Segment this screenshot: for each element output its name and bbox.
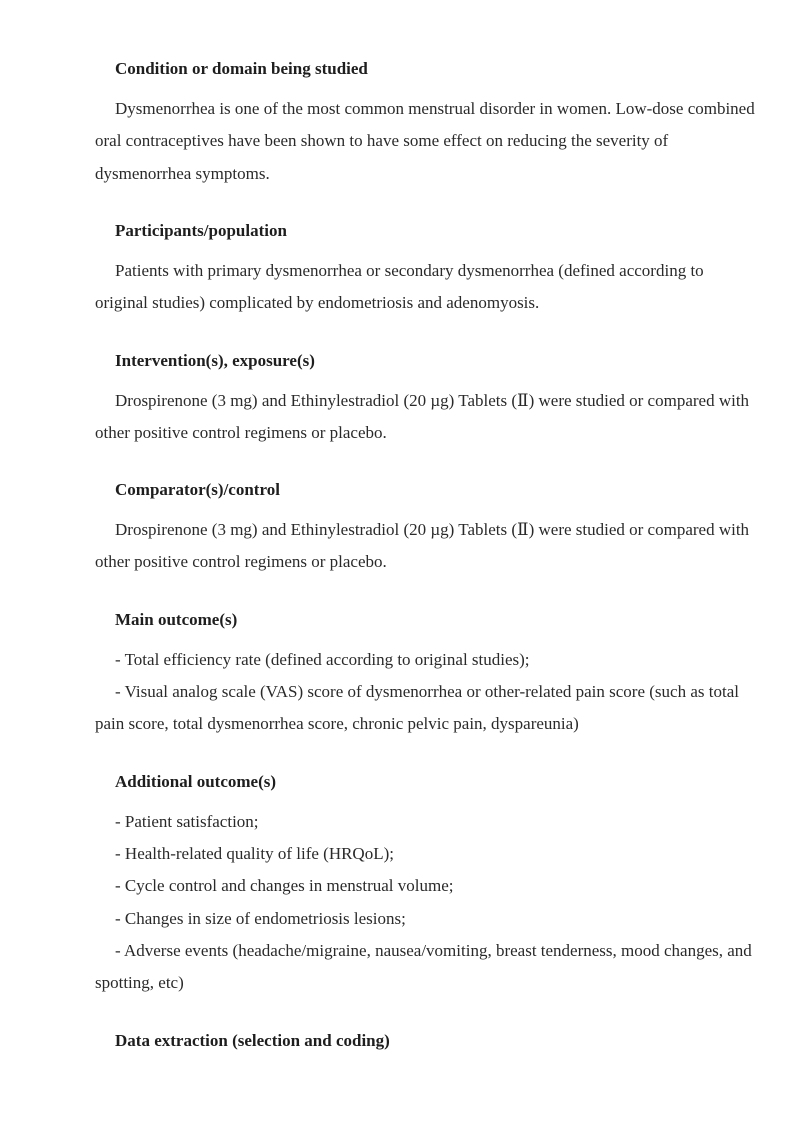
list-item: - Changes in size of endometriosis lesions; (115, 909, 406, 928)
section-heading: Data extraction (selection and coding) (115, 1031, 390, 1050)
section-heading: Condition or domain being studied (115, 59, 368, 78)
list-item: - Health-related quality of life (HRQoL); (115, 844, 394, 863)
section-heading: Intervention(s), exposure(s) (115, 351, 315, 370)
list-item: - Cycle control and changes in menstrual volume; (115, 876, 454, 895)
list-item: - Patient satisfaction; (115, 812, 259, 831)
list-item: - Adverse events (headache/migraine, nausea/vomiting, breast tenderness, mood changes, and spotting, etc) (95, 941, 752, 993)
section-heading: Comparator(s)/control (115, 480, 280, 499)
list-item: - Total efficiency rate (defined according to original studies); (115, 650, 530, 669)
list-item: - Visual analog scale (VAS) score of dysmenorrhea or other-related pain score (such as total pain score, total dysmenorrhea score, chronic pelvic pain, dyspareunia) (95, 682, 739, 734)
section-heading: Main outcome(s) (115, 610, 238, 629)
section-heading: Participants/population (115, 221, 287, 240)
section-heading: Additional outcome(s) (115, 772, 277, 791)
section-body: Dysmenorrhea is one of the most common menstrual disorder in women. Low-dose combined oral contraceptives have been shown to have some effect on reducing the severity of dysmenorrhea symptoms. (95, 99, 755, 183)
section-body: Drospirenone (3 mg) and Ethinylestradiol (20 µg) Tablets (Ⅱ) were studied or compared with other positive control regimens or placebo. (95, 391, 750, 443)
section-body: Patients with primary dysmenorrhea or secondary dysmenorrhea (defined according to original studies) complicated by endometriosis and adenomyosis. (95, 261, 704, 313)
section-body: Drospirenone (3 mg) and Ethinylestradiol (20 µg) Tablets (Ⅱ) were studied or compared with other positive control regimens or placebo. (95, 520, 750, 572)
